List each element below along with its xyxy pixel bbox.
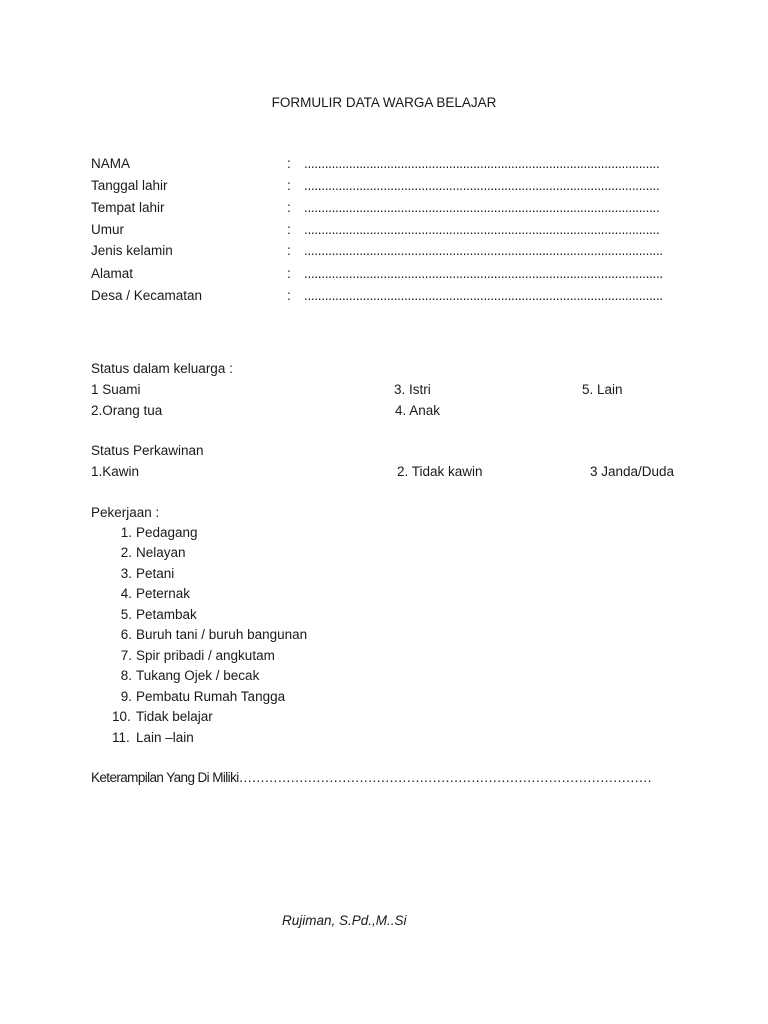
form-title: FORMULIR DATA WARGA BELAJAR <box>271 95 497 110</box>
signature-name: Rujiman, S.Pd.,M..Si <box>282 913 407 928</box>
field-fill-line-jenis-kelamin[interactable]: ........................................................................................................ <box>304 243 663 258</box>
list-number: 9. <box>120 689 132 704</box>
list-number: 8. <box>120 668 132 683</box>
job-option-petambak[interactable]: Petambak <box>136 607 197 622</box>
list-number: 1. <box>120 525 132 540</box>
list-number: 10. <box>112 709 131 724</box>
field-fill-line-umur[interactable]: ....................................................................................................... <box>304 222 660 237</box>
job-option-petani[interactable]: Petani <box>136 566 175 581</box>
field-label-tanggal-lahir: Tanggal lahir <box>91 178 168 193</box>
field-label-alamat: Alamat <box>91 266 134 281</box>
job-option-buruh[interactable]: Buruh tani / buruh bangunan <box>136 627 308 642</box>
job-option-spir[interactable]: Spir pribadi / angkutam <box>136 648 275 663</box>
job-option-tukang-ojek[interactable]: Tukang Ojek / becak <box>136 668 260 683</box>
option-orang-tua[interactable]: 2.Orang tua <box>91 403 163 418</box>
job-option-lain-lain[interactable]: Lain –lain <box>136 730 194 745</box>
list-number: 6. <box>120 627 132 642</box>
job-option-nelayan[interactable]: Nelayan <box>136 545 186 560</box>
status-keluarga-heading: Status dalam keluarga : <box>91 361 233 376</box>
list-number: 3. <box>120 566 132 581</box>
option-kawin[interactable]: 1.Kawin <box>91 464 140 479</box>
list-number: 2. <box>120 545 132 560</box>
job-option-pembatu[interactable]: Pembatu Rumah Tangga <box>136 689 286 704</box>
field-label-umur: Umur <box>91 222 124 237</box>
list-number: 4. <box>120 586 132 601</box>
field-label-desa-kecamatan: Desa / Kecamatan <box>91 288 203 303</box>
option-istri[interactable]: 3. Istri <box>394 382 431 397</box>
job-option-peternak[interactable]: Peternak <box>136 586 191 601</box>
field-colon: : <box>287 222 291 237</box>
keterampilan-field[interactable]: Keterampilan Yang Di Miliki…………………………………………………………………………………… <box>91 770 652 785</box>
job-option-tidak-belajar[interactable]: Tidak belajar <box>136 709 213 724</box>
pekerjaan-heading: Pekerjaan : <box>91 505 160 520</box>
field-fill-line-tempat-lahir[interactable]: ....................................................................................................... <box>304 200 660 215</box>
option-lain[interactable]: 5. Lain <box>582 382 623 397</box>
option-janda-duda[interactable]: 3 Janda/Duda <box>590 464 675 479</box>
field-fill-line-desa-kecamatan[interactable]: ........................................................................................................ <box>304 288 663 303</box>
field-colon: : <box>287 200 291 215</box>
field-fill-line-alamat[interactable]: ........................................................................................................ <box>304 266 663 281</box>
list-number: 7. <box>120 648 132 663</box>
option-tidak-kawin[interactable]: 2. Tidak kawin <box>397 464 483 479</box>
field-label-jenis-kelamin: Jenis kelamin <box>91 243 173 258</box>
field-label-nama: NAMA <box>91 156 131 171</box>
field-colon: : <box>287 288 291 303</box>
field-colon: : <box>287 156 291 171</box>
field-fill-line-tanggal-lahir[interactable]: ....................................................................................................... <box>304 178 660 193</box>
list-number: 11. <box>112 730 130 745</box>
option-anak[interactable]: 4. Anak <box>395 403 441 418</box>
status-perkawinan-heading: Status Perkawinan <box>91 443 204 458</box>
option-suami[interactable]: 1 Suami <box>91 382 141 397</box>
list-number: 5. <box>120 607 132 622</box>
field-label-tempat-lahir: Tempat lahir <box>91 200 165 215</box>
field-fill-line-nama[interactable]: ....................................................................................................... <box>304 156 660 171</box>
field-colon: : <box>287 243 291 258</box>
field-colon: : <box>287 266 291 281</box>
field-colon: : <box>287 178 291 193</box>
job-option-pedagang[interactable]: Pedagang <box>136 525 198 540</box>
